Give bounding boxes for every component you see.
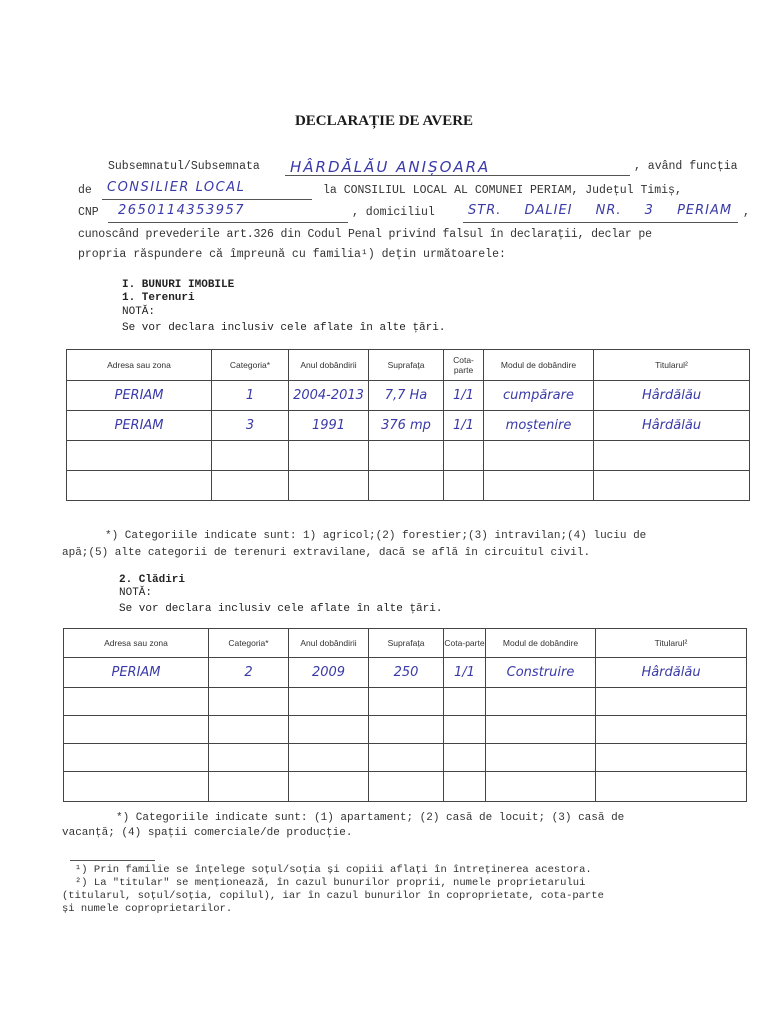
section-1-nota: NOTĂ: [122, 306, 156, 318]
building-categories-note-2: vacanță; (4) spații comerciale/de producție. [62, 827, 353, 839]
table-row [67, 471, 750, 501]
footnote-separator [70, 860, 155, 861]
buildings-table-header [64, 629, 747, 658]
cell-share [444, 716, 486, 744]
cell-share [444, 441, 484, 471]
cell-share [444, 471, 484, 501]
label-cnp: CNP [78, 206, 99, 219]
cell-share [444, 688, 486, 716]
cell-owner [594, 471, 750, 501]
col-area: Suprafața [369, 629, 444, 658]
intro-ownership-line: propria răspundere că împreună cu familia¹) dețin următoarele: [78, 248, 506, 261]
table-row [64, 688, 747, 716]
cell-area [369, 441, 444, 471]
table-row [64, 744, 747, 772]
col-address: Adresa sau zona [67, 350, 212, 381]
cell-year: 2004-2013 [289, 381, 369, 411]
intro-legal-line: cunoscând prevederile art.326 din Codul Penal privind falsul în declarații, declar pe [78, 228, 652, 241]
land-categories-note-1: *) Categoriile indicate sunt: 1) agricol;(2) forestier;(3) intravilan;(4) luciu de [105, 530, 647, 542]
cell-area [369, 471, 444, 501]
section-2-nota-text: Se vor declara inclusiv cele aflate în alte țări. [119, 603, 443, 615]
cell-area: 250 [369, 658, 444, 688]
section-1-nota-text: Se vor declara inclusiv cele aflate în alte țări. [122, 322, 446, 334]
cell-owner [596, 688, 747, 716]
col-share: Cota-parte [444, 629, 486, 658]
cell-year: 1991 [289, 411, 369, 441]
cell-address: PERIAM [67, 381, 212, 411]
cell-share: 1/1 [444, 381, 484, 411]
col-share: Cota-parte [444, 350, 484, 381]
cell-acquisition: cumpărare [484, 381, 594, 411]
cell-category: 1 [212, 381, 289, 411]
cell-acquisition: Construire [486, 658, 596, 688]
cell-address [64, 716, 209, 744]
cell-address [64, 688, 209, 716]
col-area: Suprafața [369, 350, 444, 381]
cell-acquisition [486, 716, 596, 744]
table-row [64, 772, 747, 802]
cell-category: 3 [212, 411, 289, 441]
cell-area [369, 744, 444, 772]
cell-acquisition [484, 471, 594, 501]
table-row [64, 658, 747, 688]
section-2-subheading: 2. Clădiri [119, 574, 186, 586]
cell-area [369, 772, 444, 802]
col-category: Categoria* [209, 629, 289, 658]
col-owner: Titularul² [594, 350, 750, 381]
cell-address [64, 744, 209, 772]
address-underline [463, 222, 738, 223]
cell-share [444, 772, 486, 802]
col-category: Categoria* [212, 350, 289, 381]
declarant-function: CONSILIER LOCAL [107, 180, 246, 195]
table-row [67, 411, 750, 441]
cell-owner: Hârdălău [594, 411, 750, 441]
footnote-2-line-2: (titularul, soțul/soția, copilul), iar în cazul bunurilor în coproprietate, cota-parte [62, 890, 604, 902]
cell-owner [596, 716, 747, 744]
cell-category [209, 772, 289, 802]
cell-category [209, 716, 289, 744]
cell-owner: Hârdălău [596, 658, 747, 688]
cnp-underline [108, 222, 348, 223]
cell-acquisition [484, 441, 594, 471]
cell-owner: Hârdălău [594, 381, 750, 411]
cell-category [212, 471, 289, 501]
col-address: Adresa sau zona [64, 629, 209, 658]
cell-address [64, 772, 209, 802]
cell-year [289, 471, 369, 501]
cell-address [67, 471, 212, 501]
building-categories-note-1: *) Categoriile indicate sunt: (1) apartament; (2) casă de locuit; (3) casă de [116, 812, 625, 824]
document-title: DECLARAȚIE DE AVERE [294, 113, 474, 129]
cell-category [212, 441, 289, 471]
cell-category: 2 [209, 658, 289, 688]
cell-owner [596, 772, 747, 802]
cnp-value: 2650114353957 [118, 203, 246, 218]
label-de: de [78, 184, 92, 197]
land-categories-note-2: apă;(5) alte categorii de terenuri extravilane, dacă se află în circuitul civil. [62, 547, 591, 559]
section-2-nota: NOTĂ: [119, 587, 153, 599]
land-table [66, 349, 750, 501]
cell-category [209, 688, 289, 716]
cell-year [289, 441, 369, 471]
cell-year [289, 744, 369, 772]
cell-owner [594, 441, 750, 471]
section-1-heading: I. BUNURI IMOBILE [122, 279, 235, 291]
land-table-header [67, 350, 750, 381]
footnote-2-line-1: ²) La "titular" se menționează, în cazul bunurilor proprii, numele proprietarului [75, 877, 586, 889]
cell-owner [596, 744, 747, 772]
col-year: Anul dobândirii [289, 350, 369, 381]
cell-category [209, 744, 289, 772]
cell-area: 7,7 Ha [369, 381, 444, 411]
cell-acquisition [486, 744, 596, 772]
cell-year [289, 772, 369, 802]
cell-share: 1/1 [444, 658, 486, 688]
cell-area [369, 688, 444, 716]
label-institution: la CONSILIUL LOCAL AL COMUNEI PERIAM, Județul Timiș, [323, 184, 682, 197]
col-acquisition: Modul de dobândire [486, 629, 596, 658]
cell-year [289, 688, 369, 716]
cell-year: 2009 [289, 658, 369, 688]
label-function: , având funcția [634, 160, 738, 173]
cell-acquisition: moștenire [484, 411, 594, 441]
col-owner: Titularul² [596, 629, 747, 658]
footnote-1: ¹) Prin familie se înțelege soțul/soția și copiii aflați în întreținerea acestora. [75, 864, 592, 876]
address-comma: , [743, 206, 750, 219]
label-subsemnatul: Subsemnatul/Subsemnata [108, 160, 260, 173]
cell-address [67, 441, 212, 471]
section-1-subheading: 1. Terenuri [122, 292, 195, 304]
footnote-2-line-3: și numele coproprietarilor. [62, 903, 233, 915]
cell-address: PERIAM [64, 658, 209, 688]
col-acquisition: Modul de dobândire [484, 350, 594, 381]
cell-address: PERIAM [67, 411, 212, 441]
table-row [67, 441, 750, 471]
cell-acquisition [486, 688, 596, 716]
table-row [64, 716, 747, 744]
address-value: STR. DALIEI NR. 3 PERIAM [468, 203, 733, 218]
cell-year [289, 716, 369, 744]
cell-area: 376 mp [369, 411, 444, 441]
col-year: Anul dobândirii [289, 629, 369, 658]
cell-share [444, 744, 486, 772]
cell-area [369, 716, 444, 744]
function-underline [102, 199, 312, 200]
label-domicile: , domiciliul [352, 206, 435, 219]
cell-acquisition [486, 772, 596, 802]
table-row [67, 381, 750, 411]
declarant-name: HÂRDĂLĂU ANIȘOARA [290, 158, 491, 176]
buildings-table [63, 628, 747, 802]
cell-share: 1/1 [444, 411, 484, 441]
